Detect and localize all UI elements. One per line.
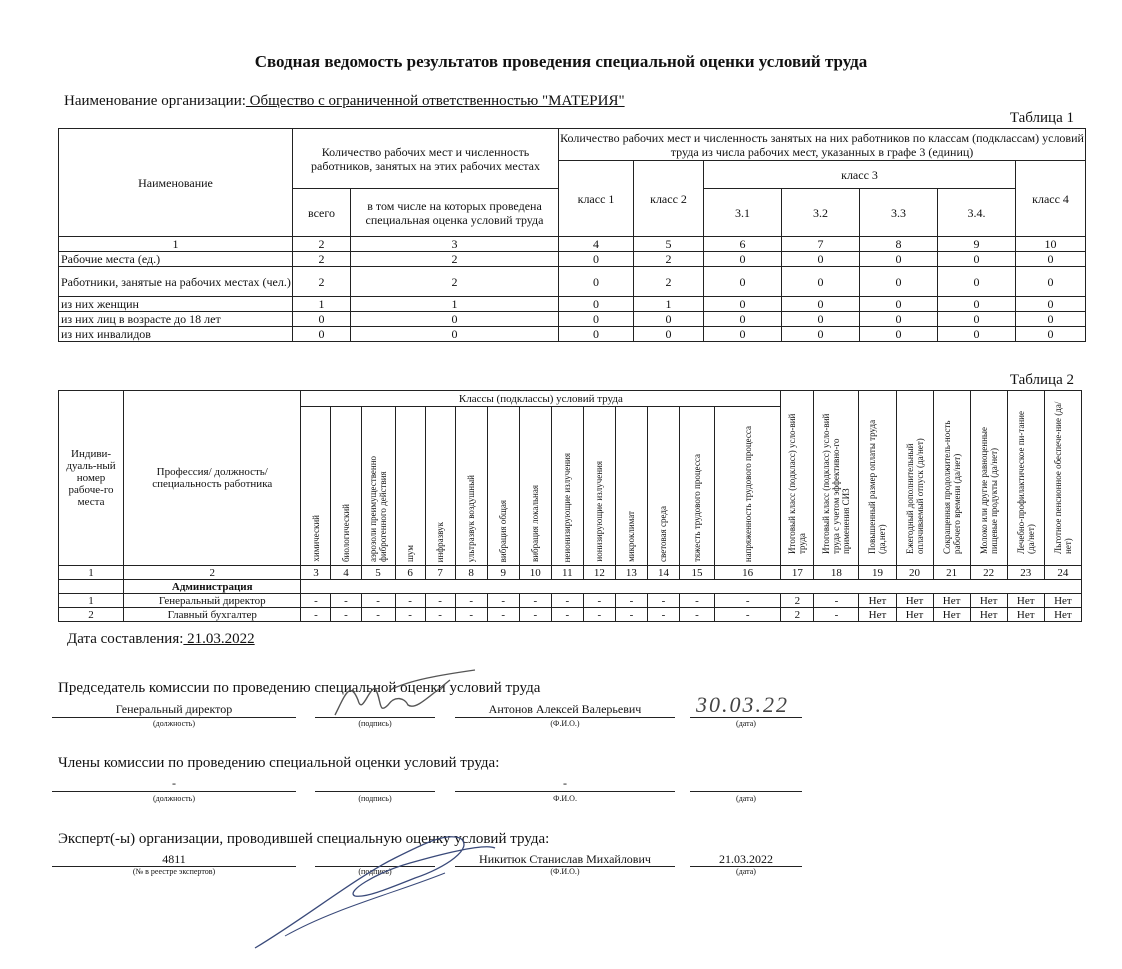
t2-cell: - xyxy=(455,608,487,622)
t1-head-class2: класс 2 xyxy=(634,161,704,237)
t2-num: 7 xyxy=(425,566,455,580)
t2-factor-header: вибрация локальная xyxy=(530,484,541,562)
t1-cell: 0 xyxy=(860,327,938,342)
t2-head-total-siz: Итоговый класс (подкласс) усло-вий труда с учетом эффективно-го применения СИЗ xyxy=(821,413,852,554)
t1-head-class1: класс 1 xyxy=(559,161,634,237)
members-cap-position: (должность) xyxy=(153,794,195,803)
t2-blank xyxy=(301,580,1082,594)
summary-table xyxy=(58,128,1086,342)
t1-cell: 0 xyxy=(1016,297,1086,312)
members-position: - xyxy=(172,776,176,790)
t2-row-prof: Генеральный директор xyxy=(124,594,301,608)
t1-head-total: всего xyxy=(293,189,351,237)
t1-sub-3-4: 3.4. xyxy=(938,189,1016,237)
date-value: 21.03.2022 xyxy=(183,631,255,647)
t1-num: 1 xyxy=(59,237,293,252)
t2-cell: - xyxy=(361,608,395,622)
chair-cap-signature: (подпись) xyxy=(358,719,392,728)
t2-factor-header: напряженность трудового процесса xyxy=(742,425,753,562)
expert-date: 21.03.2022 xyxy=(719,852,773,866)
t1-head-classes: Количество рабочих мест и численность занятых на них работников по классам (подклассам) условий труда из числа рабочих мест, указанных в графе 3 (единиц) xyxy=(560,130,1084,159)
t2-cell: - xyxy=(647,608,679,622)
t2-head-nutrition: Лечебно-профилактическое пи-тание (да/нет) xyxy=(1015,411,1036,554)
t2-cell: - xyxy=(301,608,331,622)
t1-cell: 0 xyxy=(938,327,1016,342)
t1-num: 6 xyxy=(704,237,782,252)
t2-cell: - xyxy=(583,594,615,608)
t1-cell: 1 xyxy=(634,297,704,312)
t2-cell: - xyxy=(679,608,714,622)
t2-head-pay: Повышенный размер оплаты труда (да,нет) xyxy=(867,419,888,554)
t1-head-class4: класс 4 xyxy=(1016,161,1086,237)
t1-cell: 1 xyxy=(293,297,351,312)
t2-num: 10 xyxy=(519,566,551,580)
t2-cell: - xyxy=(814,594,859,608)
t2-head-hours: Сокращенная продолжитель-ность рабочего времени (да/нет) xyxy=(941,420,962,554)
chair-heading: Председатель комиссии по проведению специальной оценки условий труда xyxy=(58,680,541,696)
t2-section: Администрация xyxy=(124,580,301,594)
t2-num: 22 xyxy=(970,566,1007,580)
t2-head-pension: Льготное пенсионное обеспече-ние (да/нет) xyxy=(1052,401,1073,554)
t2-cell: Нет xyxy=(896,594,933,608)
members-cap-date: (дата) xyxy=(736,794,756,803)
t2-num: 16 xyxy=(715,566,781,580)
t1-cell: 0 xyxy=(938,267,1016,297)
t1-num: 9 xyxy=(938,237,1016,252)
t2-cell: - xyxy=(551,594,583,608)
t1-sub-3-2: 3.2 xyxy=(782,189,860,237)
t1-head-name: Наименование xyxy=(59,129,293,237)
t2-cell: - xyxy=(425,594,455,608)
t2-num: 8 xyxy=(455,566,487,580)
table-row xyxy=(59,608,1082,622)
t2-factor-header: аэрозоли преимущественно фиброгенного действия xyxy=(368,455,389,562)
t2-num: 20 xyxy=(896,566,933,580)
t2-cell: - xyxy=(519,608,551,622)
t1-cell: 0 xyxy=(1016,252,1086,267)
t1-cell: 0 xyxy=(559,267,634,297)
t2-num: 23 xyxy=(1007,566,1044,580)
chair-signature xyxy=(330,660,480,730)
chair-fio: Антонов Алексей Валерьевич xyxy=(488,702,642,716)
t2-factor-header: ультразвук воздушный xyxy=(466,474,477,562)
t2-factor-header: шум xyxy=(405,544,416,562)
t1-cell: 0 xyxy=(1016,267,1086,297)
t2-num: 1 xyxy=(59,566,124,580)
t1-cell: 0 xyxy=(293,312,351,327)
t1-cell: 0 xyxy=(293,327,351,342)
t2-cell: - xyxy=(425,608,455,622)
t1-cell: 0 xyxy=(634,312,704,327)
t1-head-count: Количество рабочих мест и численность работников, занятых на этих рабочих местах xyxy=(293,129,559,189)
t2-cell: Нет xyxy=(1007,594,1044,608)
t1-cell: 0 xyxy=(938,312,1016,327)
org-label: Наименование организации: xyxy=(64,93,246,109)
t2-cell: - xyxy=(361,594,395,608)
members-heading: Члены комиссии по проведению специальной оценки условий труда: xyxy=(58,755,500,771)
t1-cell: 0 xyxy=(782,252,860,267)
t1-cell: 0 xyxy=(704,327,782,342)
date-label: Дата составления: xyxy=(67,631,184,647)
t2-cell: - xyxy=(715,608,781,622)
t1-num: 5 xyxy=(634,237,704,252)
t2-cell: - xyxy=(301,594,331,608)
expert-heading: Эксперт(-ы) организации, проводившей специальную оценку условий труда: xyxy=(58,831,550,847)
t1-cell: 2 xyxy=(351,252,559,267)
t1-row-name: Рабочие места (ед.) xyxy=(59,252,293,267)
t2-cell: - xyxy=(395,608,425,622)
chair-cap-fio: (Ф.И.О.) xyxy=(550,719,580,728)
t2-num: 17 xyxy=(781,566,814,580)
t1-num: 4 xyxy=(559,237,634,252)
t2-row-num: 1 xyxy=(59,594,124,608)
workplace-table xyxy=(58,390,1082,622)
t1-row-name: Работники, занятые на рабочих местах (чел.) xyxy=(59,267,293,297)
document-title: Сводная ведомость результатов проведения специальной оценки условий труда xyxy=(254,52,868,71)
members-cap-signature: (подпись) xyxy=(358,794,392,803)
t2-cell: - xyxy=(679,594,714,608)
chair-date: 30.03.22 xyxy=(696,692,789,717)
t1-cell: 1 xyxy=(351,297,559,312)
t2-blank xyxy=(59,580,124,594)
t2-cell: Нет xyxy=(970,608,1007,622)
t1-cell: 2 xyxy=(293,267,351,297)
t2-cell: - xyxy=(519,594,551,608)
t2-num: 14 xyxy=(647,566,679,580)
t2-cell: - xyxy=(551,608,583,622)
t2-cell: Нет xyxy=(1044,594,1081,608)
t2-factor-header: неионизирующие излучения xyxy=(562,452,573,562)
t1-cell: 0 xyxy=(559,312,634,327)
members-fio: - xyxy=(563,776,567,790)
t2-cell: - xyxy=(487,594,519,608)
t2-num: 9 xyxy=(487,566,519,580)
t2-factor-header: ионизирующие излучения xyxy=(594,461,605,562)
expert-fio: Никитюк Станислав Михайлович xyxy=(479,852,651,866)
t2-factor-header: вибрация общая xyxy=(498,499,509,562)
chair-cap-position: (должность) xyxy=(153,719,195,728)
t2-cell: Нет xyxy=(933,608,970,622)
t2-factor-header: биологический xyxy=(340,503,351,562)
t1-sub-3-3: 3.3 xyxy=(860,189,938,237)
t1-cell: 0 xyxy=(782,312,860,327)
t1-cell: 2 xyxy=(351,267,559,297)
table-row xyxy=(59,594,1082,608)
t2-cell: Нет xyxy=(896,608,933,622)
t2-cell: - xyxy=(331,594,361,608)
t2-num: 6 xyxy=(395,566,425,580)
t1-cell: 0 xyxy=(634,327,704,342)
t2-factor-header: тяжесть трудового процесса xyxy=(692,454,702,562)
t2-cell: - xyxy=(583,608,615,622)
t1-cell: 0 xyxy=(860,267,938,297)
t2-head-num: Индиви-дуаль-ный номер рабоче-го места xyxy=(59,391,124,566)
t1-cell: 0 xyxy=(704,297,782,312)
t2-cell: - xyxy=(615,594,647,608)
t2-cell: - xyxy=(615,608,647,622)
t1-num: 10 xyxy=(1016,237,1086,252)
t1-cell: 0 xyxy=(782,267,860,297)
t1-cell: 2 xyxy=(634,252,704,267)
t1-num: 8 xyxy=(860,237,938,252)
t1-cell: 0 xyxy=(782,327,860,342)
org-name: Общество с ограниченной ответственностью "МАТЕРИЯ" xyxy=(245,93,625,109)
t2-head-total: Итоговый класс (подкласс) усло-вий труда xyxy=(787,413,808,554)
chair-position: Генеральный директор xyxy=(115,702,233,716)
t2-num: 2 xyxy=(124,566,301,580)
t2-cell: - xyxy=(455,594,487,608)
expert-cap-reg: (№ в реестре экспертов) xyxy=(132,867,216,876)
organization-line xyxy=(64,93,625,110)
t1-head-class3: класс 3 xyxy=(704,161,1016,189)
t2-cell: - xyxy=(647,594,679,608)
t2-num: 5 xyxy=(361,566,395,580)
t2-cell: Нет xyxy=(1044,608,1081,622)
expert-cap-fio: (Ф.И.О.) xyxy=(550,867,580,876)
t1-cell: 0 xyxy=(351,312,559,327)
t2-num: 21 xyxy=(933,566,970,580)
t2-head-prof: Профессия/ должность/ специальность работника xyxy=(124,391,301,566)
t1-cell: 0 xyxy=(860,312,938,327)
t1-cell: 0 xyxy=(1016,327,1086,342)
t1-row-name: из них лиц в возрасте до 18 лет xyxy=(59,312,293,327)
t1-row-name: из них женщин xyxy=(59,297,293,312)
t2-head-milk: Молоко или другие равноценные пищевые продукты (да/нет) xyxy=(978,427,999,554)
t2-num: 3 xyxy=(301,566,331,580)
t1-cell: 2 xyxy=(293,252,351,267)
t2-cell: - xyxy=(331,608,361,622)
t1-num: 3 xyxy=(351,237,559,252)
t1-cell: 0 xyxy=(559,252,634,267)
t1-cell: 0 xyxy=(938,252,1016,267)
expert-reg: 4811 xyxy=(162,852,186,866)
t2-num: 13 xyxy=(615,566,647,580)
table2-label: Таблица 2 xyxy=(1009,372,1074,388)
t2-cell: - xyxy=(814,608,859,622)
t2-cell: Нет xyxy=(1007,608,1044,622)
t2-num: 15 xyxy=(679,566,714,580)
t1-cell: 0 xyxy=(559,297,634,312)
t2-cell: - xyxy=(487,608,519,622)
t2-cell: - xyxy=(395,594,425,608)
t2-cell: Нет xyxy=(970,594,1007,608)
t2-cell: 2 xyxy=(781,608,814,622)
t2-cell: Нет xyxy=(859,608,896,622)
table1-label: Таблица 1 xyxy=(1009,110,1074,126)
expert-cap-signature: (подпись) xyxy=(358,867,392,876)
t2-factor-header: инфразвук xyxy=(435,521,446,562)
t2-cell: Нет xyxy=(933,594,970,608)
t2-factor-header: микроклимат xyxy=(626,511,637,562)
t2-cell: - xyxy=(715,594,781,608)
t2-row-prof: Главный бухгалтер xyxy=(124,608,301,622)
t1-num: 2 xyxy=(293,237,351,252)
chair-cap-date: (дата) xyxy=(736,719,756,728)
t2-factor-header: световая среда xyxy=(658,506,669,562)
expert-signature xyxy=(245,818,505,958)
expert-cap-date: (дата) xyxy=(736,867,756,876)
compiled-date xyxy=(67,631,255,648)
t2-cell: Нет xyxy=(859,594,896,608)
t1-head-assessed: в том числе на которых проведена специальная оценка условий труда xyxy=(351,189,559,237)
t2-row-num: 2 xyxy=(59,608,124,622)
t2-head-classes: Классы (подклассы) условий труда xyxy=(301,391,781,407)
t1-cell: 0 xyxy=(704,252,782,267)
t2-head-leave: Ежегодный дополнительный оплачиваемый отпуск (да/нет) xyxy=(904,438,925,554)
t1-cell: 0 xyxy=(704,267,782,297)
t1-num: 7 xyxy=(782,237,860,252)
t1-cell: 0 xyxy=(1016,312,1086,327)
t2-num: 4 xyxy=(331,566,361,580)
t2-num: 24 xyxy=(1044,566,1081,580)
t1-row-name: из них инвалидов xyxy=(59,327,293,342)
t1-cell: 2 xyxy=(634,267,704,297)
t1-cell: 0 xyxy=(860,252,938,267)
t1-cell: 0 xyxy=(938,297,1016,312)
t2-num: 19 xyxy=(859,566,896,580)
t2-num: 18 xyxy=(814,566,859,580)
t2-num: 11 xyxy=(551,566,583,580)
t2-factor-header: химический xyxy=(310,515,321,562)
members-cap-fio: Ф.И.О. xyxy=(553,794,577,803)
t1-sub-3-1: 3.1 xyxy=(704,189,782,237)
t1-cell: 0 xyxy=(860,297,938,312)
t2-num: 12 xyxy=(583,566,615,580)
t1-cell: 0 xyxy=(559,327,634,342)
t1-cell: 0 xyxy=(704,312,782,327)
t1-cell: 0 xyxy=(782,297,860,312)
t1-cell: 0 xyxy=(351,327,559,342)
t2-cell: 2 xyxy=(781,594,814,608)
